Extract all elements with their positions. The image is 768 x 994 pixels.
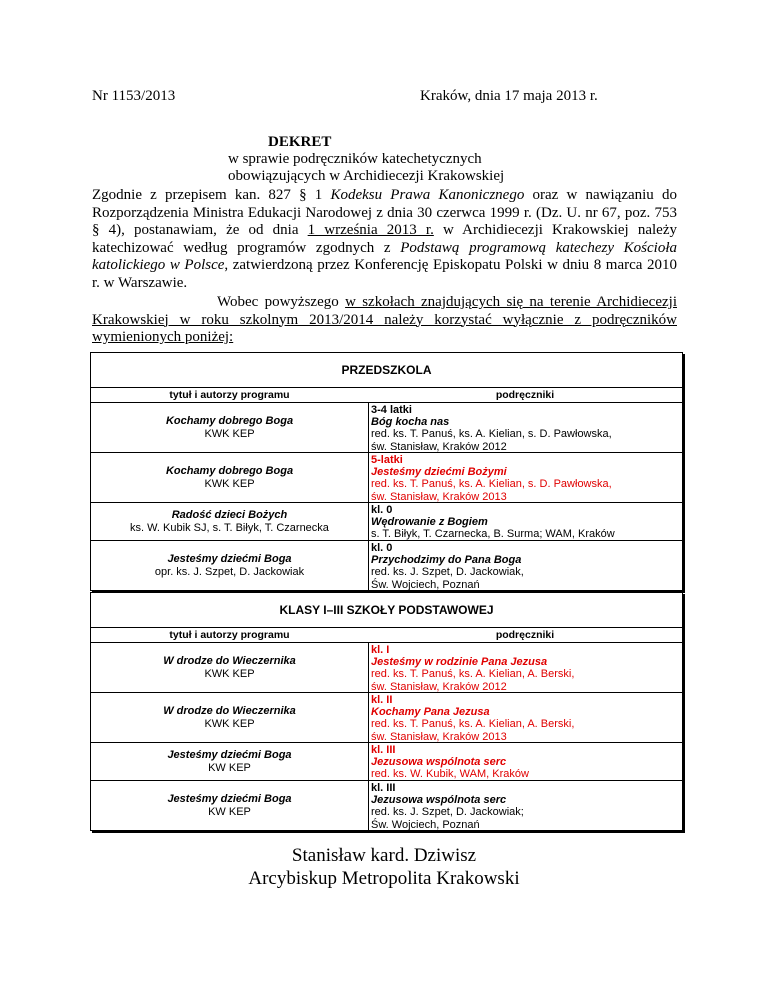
table-row — [91, 692, 682, 742]
program-title: Kochamy dobrego Boga — [165, 464, 294, 477]
program-title: Jesteśmy dziećmi Boga — [167, 792, 292, 805]
column-headers — [91, 628, 682, 643]
program-author: ks. W. Kubik SJ, s. T. Biłyk, T. Czarnecka — [130, 521, 329, 534]
program-author: KWK KEP — [204, 477, 255, 490]
table-row — [91, 502, 682, 540]
program-title: Kochamy dobrego Boga — [165, 414, 294, 427]
table-row — [91, 452, 682, 502]
level: kl. I — [371, 644, 390, 656]
program-author: KW KEP — [208, 805, 251, 818]
p1-text-1: Zgodnie z przepisem kan. 827 § 1 — [92, 187, 331, 203]
table-klasy-1-3 — [90, 592, 683, 831]
book-title: Przychodzimy do Pana Boga — [371, 554, 522, 567]
p1-text-3: w Archidiecezji Krakowskiej należy katechizować według programów zgodnych z — [92, 222, 677, 256]
program-author: KW KEP — [208, 761, 251, 774]
signature-role: Arcybiskup Metropolita Krakowski — [248, 868, 520, 889]
p1-underline-date: 1 września 2013 r. — [307, 222, 434, 238]
table-przedszkola — [90, 352, 683, 591]
table-row — [91, 403, 682, 452]
subject-line-1: w sprawie podręczników katechetycznych — [228, 151, 482, 167]
column-header-books: podręczniki — [495, 389, 555, 401]
book-title: Kochamy Pana Jezusa — [371, 706, 490, 719]
book-publisher-2: Św. Wojciech, Poznań — [371, 818, 480, 831]
book-title: Jesteśmy dziećmi Bożymi — [371, 466, 507, 479]
book-publisher: red. ks. T. Panuś, ks. A. Kielian, A. Berski, — [371, 718, 575, 731]
book-title: Jesteśmy w rodzinie Pana Jezusa — [371, 656, 548, 669]
p1-italic-2: Podstawą programową katechezy Kościoła katolickiego w Polsce — [92, 239, 677, 273]
table-heading: KLASY I–III SZKOŁY PODSTAWOWEJ — [91, 593, 682, 628]
book-title: Jezusowa wspólnota serc — [371, 756, 507, 769]
p2-text-1: Wobec powyższego — [217, 294, 346, 310]
p2-underline: w szkołach znajdujących się na terenie Archidiecezji Krakowskiej w roku szkolnym 2013/2014 należy korzystać wyłącznie z podręczników wymienionych poniżej: — [92, 294, 677, 345]
level: kl. III — [371, 782, 396, 794]
subject-line-2: obowiązujących w Archidiecezji Krakowskiej — [228, 168, 505, 184]
program-author: KWK KEP — [204, 667, 255, 680]
column-header-program: tytuł i autorzy programu — [169, 389, 290, 401]
program-author: KWK KEP — [204, 717, 255, 730]
table-row — [91, 780, 682, 830]
paragraph-1 — [92, 187, 677, 292]
program-title: W drodze do Wieczernika — [163, 704, 296, 717]
book-title: Bóg kocha nas — [371, 416, 450, 429]
book-publisher-2: Św. Wojciech, Poznań — [371, 578, 480, 591]
column-header-program: tytuł i autorzy programu — [169, 629, 290, 641]
book-publisher: red. ks. W. Kubik, WAM, Kraków — [371, 768, 529, 781]
book-publisher-2: św. Stanisław, Kraków 2012 — [371, 440, 507, 453]
book-publisher: s. T. Biłyk, T. Czarnecka, B. Surma; WAM, Kraków — [371, 528, 615, 541]
book-publisher: red. ks. T. Panuś, ks. A. Kielian, s. D. Pawłowska, — [371, 478, 612, 491]
level: 3-4 latki — [371, 404, 412, 416]
paragraph-2 — [92, 294, 677, 347]
level: kl. III — [371, 744, 396, 756]
level: 5-latki — [371, 454, 403, 466]
program-author: KWK KEP — [204, 427, 255, 440]
p1-text-2: oraz w nawiązaniu do Rozporządzenia Ministra Edukacji Narodowej z dnia 30 czerwca 1999 r. (Dz. U. nr 67, poz. 753 § 4), postanawiam, że od dnia — [92, 187, 677, 238]
table-heading: PRZEDSZKOLA — [91, 353, 682, 388]
decree-number: Nr 1153/2013 — [92, 88, 176, 104]
book-publisher-2: św. Stanisław, Kraków 2012 — [371, 680, 507, 693]
level: kl. 0 — [371, 504, 393, 516]
book-publisher: red. ks. J. Szpet, D. Jackowiak; — [371, 806, 524, 819]
book-publisher-2: św. Stanisław, Kraków 2013 — [371, 490, 507, 503]
program-title: Radość dzieci Bożych — [171, 508, 288, 521]
book-publisher: red. ks. T. Panuś, ks. A. Kielian, s. D. Pawłowska, — [371, 428, 612, 441]
book-title: Jezusowa wspólnota serc — [371, 794, 507, 807]
column-header-books: podręczniki — [495, 629, 555, 641]
book-title: Wędrowanie z Bogiem — [371, 516, 488, 529]
book-publisher: red. ks. J. Szpet, D. Jackowiak, — [371, 566, 524, 579]
program-title: W drodze do Wieczernika — [163, 654, 296, 667]
column-headers — [91, 388, 682, 403]
p1-text-4: , zatwierdzoną przez Konferencję Episkopatu Polski w dniu 8 marca 2010 r. w Warszawie. — [92, 257, 677, 291]
program-author: opr. ks. J. Szpet, D. Jackowiak — [154, 565, 305, 578]
program-title: Jesteśmy dziećmi Boga — [167, 748, 292, 761]
document-title: DEKRET — [268, 134, 332, 150]
place-date: Kraków, dnia 17 maja 2013 r. — [420, 88, 598, 104]
p1-italic-1: Kodeksu Prawa Kanonicznego — [330, 187, 525, 203]
level: kl. II — [371, 694, 393, 706]
table-row — [91, 643, 682, 692]
signature-name: Stanisław kard. Dziwisz — [291, 845, 477, 866]
book-publisher-2: św. Stanisław, Kraków 2013 — [371, 730, 507, 743]
table-row — [91, 742, 682, 780]
program-title: Jesteśmy dziećmi Boga — [167, 552, 292, 565]
level: kl. 0 — [371, 542, 393, 554]
book-publisher: red. ks. T. Panuś, ks. A. Kielian, A. Berski, — [371, 668, 575, 681]
table-row — [91, 540, 682, 590]
